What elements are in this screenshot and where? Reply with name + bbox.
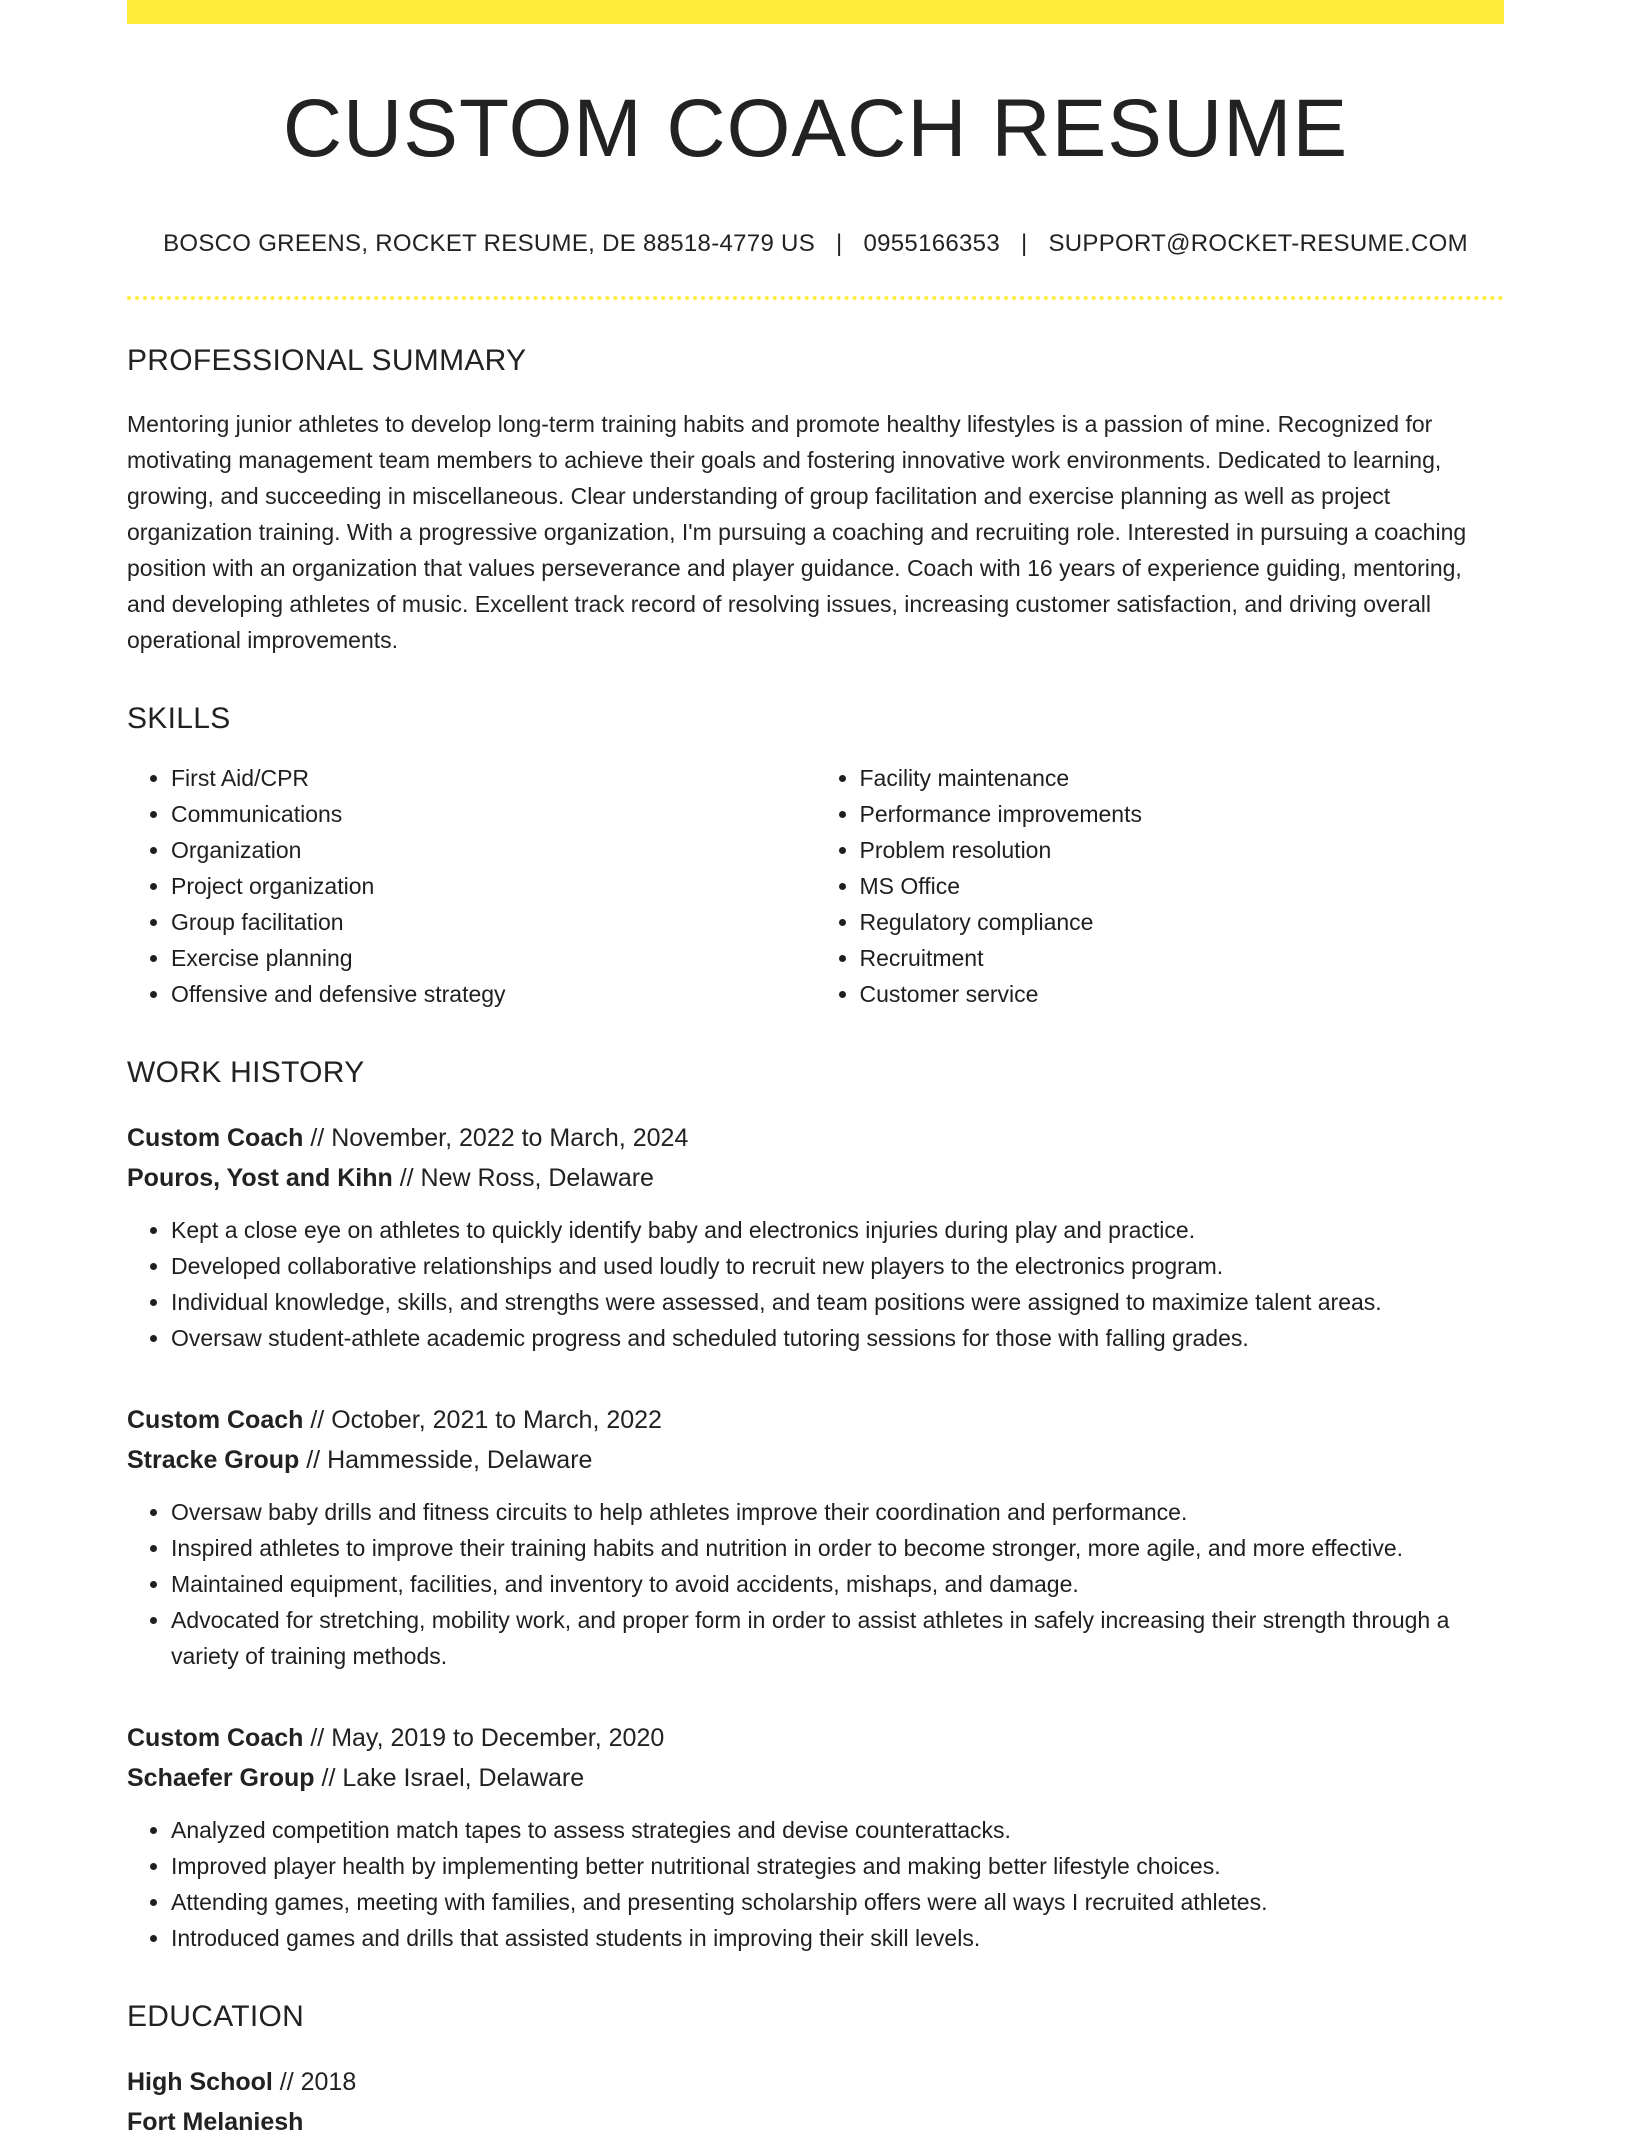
skill-item: • MS Office <box>860 868 1505 904</box>
skill-item: • Customer service <box>860 976 1505 1012</box>
job-role: Custom Coach <box>127 1406 304 1435</box>
job-title-line <box>127 1718 1504 1758</box>
job-bullet: • Individual knowledge, skills, and strengths were assessed, and team positions were assigned to maximize talent areas. <box>171 1284 1504 1320</box>
skill-item: • Offensive and defensive strategy <box>171 976 816 1012</box>
skills-column-right <box>816 760 1505 1012</box>
job-company: Schaefer Group <box>127 1764 315 1793</box>
job-bullet: • Oversaw student-athlete academic progress and scheduled tutoring sessions for those with falling grades. <box>171 1320 1504 1356</box>
resume-page <box>127 0 1504 2142</box>
job-company: Pouros, Yost and Kihn <box>127 1164 393 1193</box>
job-bullets <box>127 1494 1504 1674</box>
education-school: Fort Melaniesh <box>127 2108 304 2137</box>
job-entry <box>127 1400 1504 1674</box>
education-year: // 2018 <box>272 2068 357 2097</box>
education-degree-line <box>127 2062 1504 2102</box>
skill-item: • Facility maintenance <box>860 760 1505 796</box>
skill-item: • Project organization <box>171 868 816 904</box>
job-company: Stracke Group <box>127 1446 300 1475</box>
job-bullet: • Introduced games and drills that assisted students in improving their skill levels. <box>171 1920 1504 1956</box>
job-role: Custom Coach <box>127 1124 304 1153</box>
dotted-divider <box>127 296 1504 300</box>
job-dates: // May, 2019 to December, 2020 <box>303 1724 665 1753</box>
resume-title: CUSTOM COACH RESUME <box>282 83 1349 174</box>
skill-item: • Performance improvements <box>860 796 1505 832</box>
contact-separator: | <box>835 230 843 258</box>
skill-item: • Problem resolution <box>860 832 1505 868</box>
job-role: Custom Coach <box>127 1724 304 1753</box>
job-bullet: • Maintained equipment, facilities, and inventory to avoid accidents, mishaps, and damage. <box>171 1566 1504 1602</box>
education-entry <box>127 2062 1504 2142</box>
job-location: // New Ross, Delaware <box>392 1164 654 1193</box>
education-degree: High School <box>127 2068 273 2097</box>
skill-item: • Group facilitation <box>171 904 816 940</box>
top-accent-bar <box>127 0 1504 24</box>
job-title-line <box>127 1400 1504 1440</box>
job-dates: // November, 2022 to March, 2024 <box>303 1124 689 1153</box>
skills-column-left <box>127 760 816 1012</box>
skill-item: • Regulatory compliance <box>860 904 1505 940</box>
education-school-line <box>127 2102 1504 2142</box>
skill-item: • First Aid/CPR <box>171 760 816 796</box>
skill-item: • Organization <box>171 832 816 868</box>
skills-list <box>127 760 1504 1012</box>
skill-item: • Communications <box>171 796 816 832</box>
contact-email: SUPPORT@ROCKET-RESUME.COM <box>1048 230 1468 258</box>
job-bullet: • Kept a close eye on athletes to quickly identify baby and electronics injuries during play and practice. <box>171 1212 1504 1248</box>
contact-phone: 0955166353 <box>863 230 1000 258</box>
contact-separator: | <box>1020 230 1028 258</box>
job-bullet: • Advocated for stretching, mobility work, and proper form in order to assist athletes in safely increasing their strength through a variety of training methods. <box>171 1602 1504 1674</box>
job-bullets <box>127 1212 1504 1356</box>
job-company-line <box>127 1440 1504 1480</box>
work-history-heading: WORK HISTORY <box>127 1056 365 1090</box>
job-company-line <box>127 1158 1504 1198</box>
skill-item: • Exercise planning <box>171 940 816 976</box>
job-entry <box>127 1718 1504 1956</box>
job-bullet: • Inspired athletes to improve their training habits and nutrition in order to become stronger, more agile, and more effective. <box>171 1530 1504 1566</box>
job-title-line <box>127 1118 1504 1158</box>
summary-text: Mentoring junior athletes to develop long-term training habits and promote healthy lifestyles is a passion of mine. Recognized for motivating management team members to achieve their goals and fostering innovative work environments. Dedicated to learning, growing, and succeeding in miscellaneous. Clear understanding of group facilitation and exercise planning as well as project organization training. With a progressive organization, I'm pursuing a coaching and recruiting role. Interested in pursuing a coaching position with an organization that values perseverance and player guidance. Coach with 16 years of experience guiding, mentoring, and developing athletes of music. Excellent track record of resolving issues, increasing customer satisfaction, and driving overall operational improvements. <box>127 411 1467 654</box>
job-dates: // October, 2021 to March, 2022 <box>303 1406 662 1435</box>
job-bullet: • Attending games, meeting with families, and presenting scholarship offers were all ways I recruited athletes. <box>171 1884 1504 1920</box>
job-bullet: • Developed collaborative relationships and used loudly to recruit new players to the electronics program. <box>171 1248 1504 1284</box>
job-entry <box>127 1118 1504 1356</box>
job-company-line <box>127 1758 1504 1798</box>
skill-item: • Recruitment <box>860 940 1505 976</box>
skills-heading: SKILLS <box>127 702 231 736</box>
contact-line <box>127 230 1504 258</box>
job-bullets <box>127 1812 1504 1956</box>
summary-heading: PROFESSIONAL SUMMARY <box>127 344 527 378</box>
education-heading: EDUCATION <box>127 2000 305 2034</box>
job-location: // Hammesside, Delaware <box>299 1446 593 1475</box>
contact-address: BOSCO GREENS, ROCKET RESUME, DE 88518-4779 US <box>163 230 815 258</box>
job-bullet: • Oversaw baby drills and fitness circuits to help athletes improve their coordination and performance. <box>171 1494 1504 1530</box>
job-location: // Lake Israel, Delaware <box>314 1764 585 1793</box>
job-bullet: • Analyzed competition match tapes to assess strategies and devise counterattacks. <box>171 1812 1504 1848</box>
job-bullet: • Improved player health by implementing better nutritional strategies and making better lifestyle choices. <box>171 1848 1504 1884</box>
